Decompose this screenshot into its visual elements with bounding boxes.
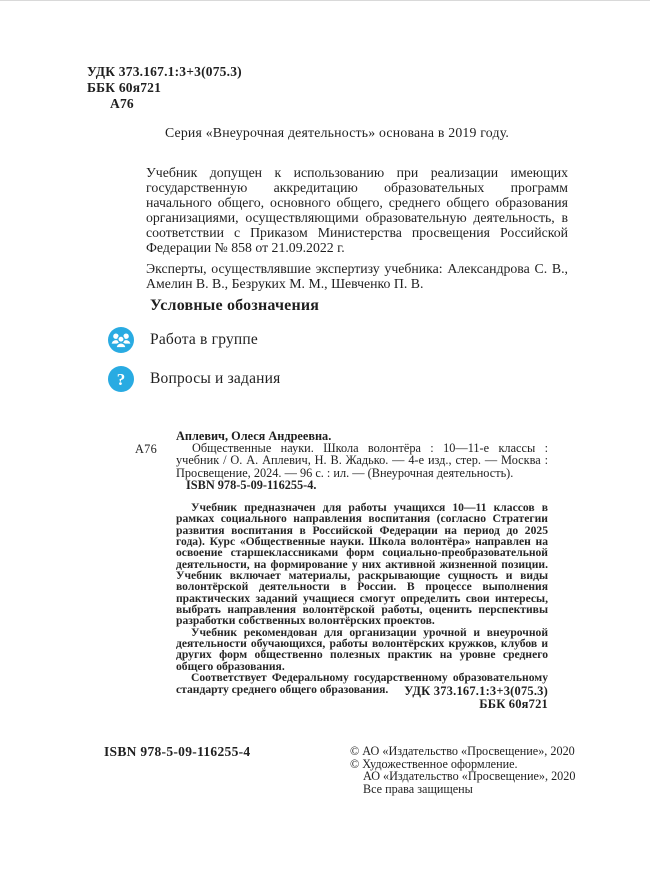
udk-line: УДК 373.167.1:3+3(075.3): [87, 64, 242, 79]
bibliography-margin-code: А76: [135, 442, 158, 456]
admission-paragraph: Учебник допущен к использованию при реализации имеющих государственную аккредитацию образовательных программ начального общего, основного общего, среднего общего образования организациями, осуществляющими образовательную деятельность, в соответствии с Приказом Министерства просвещения Российской Федерации № 858 от 21.09.2022 г.: [146, 165, 568, 255]
annotation-block: [176, 502, 548, 695]
copyright-block: [350, 744, 576, 797]
classification-top: [87, 64, 242, 112]
annotation-paragraph: Соответствует Федеральному государственному образовательному стандарту среднего общего образования.: [176, 671, 548, 696]
legend-item-label: Работа в группе: [150, 331, 258, 348]
legend-item-group-work: [108, 327, 258, 353]
bibliography-author: Аплевич, Олеся Андреевна.: [176, 429, 332, 443]
bibliography-entry: Общественные науки. Школа волонтёра : 10—11-е классы : учебник / О. А. Аплевич, Н. В. Жадько. — 4-е изд., стер. — Москва : Просвещение, 2024. — 96 с. : ил. — (Внеурочная деятельность).: [176, 441, 548, 480]
svg-text:?: ?: [116, 370, 126, 390]
copyright-line: © АО «Издательство «Просвещение», 2020: [350, 744, 575, 758]
experts-paragraph: Эксперты, осуществлявшие экспертизу учебника: Александрова С. В., Амелин В. В., Безруких М. М., Шевченко П. В.: [146, 261, 568, 292]
group-icon: [108, 327, 134, 353]
copyright-line: АО «Издательство «Просвещение», 2020: [363, 769, 576, 784]
annotation-paragraph: Учебник рекомендован для организации урочной и внеурочной деятельности обучающихся, работы волонтёрских кружков, клубов и других форм общественно полезных практик на уровне среднего общего образования.: [176, 625, 548, 673]
author-code: А76: [110, 96, 134, 111]
bbk-line: ББК 60я721: [87, 80, 162, 95]
bibliography-block: [135, 430, 548, 491]
udk-line-bottom: УДК 373.167.1:3+3(075.3): [404, 684, 548, 698]
question-icon: [108, 366, 134, 392]
classification-bottom: [176, 685, 548, 711]
series-note: Серия «Внеурочная деятельность» основана в 2019 году.: [164, 125, 510, 140]
copyright-line: Все права защищены: [363, 782, 473, 797]
bibliography-isbn: ISBN 978-5-09-116255-4.: [186, 477, 317, 492]
legend-title: Условные обозначения: [150, 297, 320, 314]
copyright-line: © Художественное оформление.: [350, 756, 518, 771]
footer-isbn: ISBN 978-5-09-116255-4: [104, 744, 251, 759]
legend-item-questions: [108, 366, 281, 392]
bbk-line-bottom: ББК 60я721: [479, 697, 548, 711]
admission-block: [146, 166, 568, 292]
legend-item-label: Вопросы и задания: [150, 370, 281, 387]
annotation-paragraph: Учебник предназначен для работы учащихся 10—11 классов в рамках социального направления воспитания (согласно Стратегии развития воспитания в Российской Федерации на период до 2025 года). Курс «Общественные науки. Школа волонтёра» направлен на освоение старшеклассниками форм социально-преобразовательной деятельности, на формирование у них активной жизненной позиции. Учебник включает материалы, раскрывающие сущность и виды волонтёрской деятельности в России. В процессе выполнения практических заданий учащиеся смогут определить свои интересы, выбрать направления волонтёрской работы, оценить перспективы разработки собственных волонтёрских проектов.: [176, 501, 548, 628]
